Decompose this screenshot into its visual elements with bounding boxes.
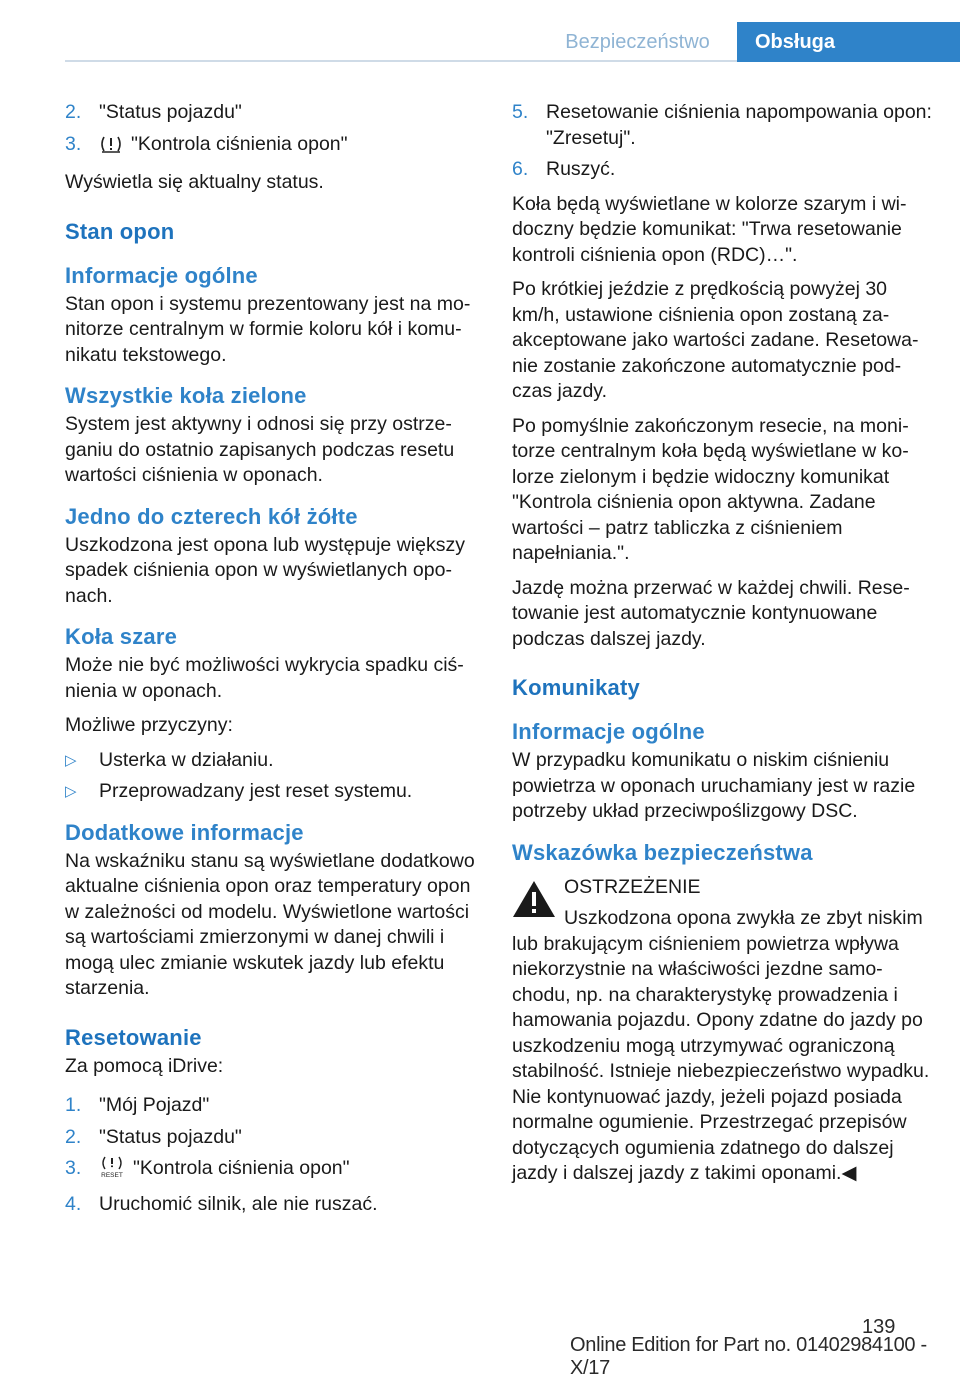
list-item bbox=[65, 1093, 480, 1119]
paragraph: Uszkodzona jest opona lub występuje większy spadek ciśnienia opon w wyświetlanych oponach. bbox=[65, 533, 465, 607]
warning-block bbox=[512, 875, 932, 1187]
heading-extra-info: Dodatkowe informacje bbox=[65, 819, 304, 845]
list-text: Resetowanie ciśnienia napompowania opon: "Zresetuj". bbox=[546, 101, 932, 149]
heading-gray: Koła szare bbox=[65, 624, 178, 649]
right-column bbox=[512, 100, 932, 1196]
reset-steps bbox=[65, 1093, 480, 1217]
list-number: 5. bbox=[512, 101, 529, 123]
paragraph: Może nie być możliwości wykrycia spadku ciśnienia w oponach. bbox=[65, 654, 464, 702]
list-text: "Kontrola ciśnienia opon" bbox=[131, 132, 348, 155]
heading-general-info: Informacje ogólne bbox=[65, 262, 258, 288]
paragraph: System jest aktywny i odnosi się przy ostrzeganiu do ostatnio zapisanych podczas resetu wartości ciśnienia w oponach. bbox=[65, 413, 455, 486]
top-list bbox=[65, 100, 480, 161]
paragraph: Stan opon i systemu prezentowany jest na monitorze centralnym w formie koloru kół i komunikatu tekstowego. bbox=[65, 292, 471, 366]
list-item bbox=[512, 157, 932, 183]
heading-tire-state: Stan opon bbox=[65, 218, 175, 244]
paragraph: Po krótkiej jeździe z prędkością powyżej 30 km/h, ustawione ciśnienia opon zostaną zaakceptowane jako wartości zadane. Resetowanie zostanie zakończone automatycznie podczas jazdy. bbox=[512, 278, 919, 402]
page-number: 139 bbox=[862, 1316, 896, 1338]
header-tab-operation[interactable] bbox=[737, 22, 960, 62]
list-text: "Kontrola ciśnienia opon" bbox=[133, 1157, 350, 1179]
causes-list bbox=[65, 748, 480, 805]
heading-reset: Resetowanie bbox=[65, 1024, 202, 1050]
list-item bbox=[65, 1156, 480, 1186]
header-tab-safety[interactable]: Bezpieczeństwo bbox=[565, 31, 710, 53]
list-number: 3. bbox=[65, 132, 82, 155]
warning-text: lub brakującym ciśnieniem powietrza wpływa niekorzystnie na właściwości jezdne samochodu, np. na charakterystykę prowadzenia i hamowania pojazdu. Opony zdatne do jazdy po uszkodzeniu mogą utrzymywać ograniczoną stabilność. Istnieje niebezpieczeństwo wypadku. Nie kontynuować jazdy, jeżeli pojazd posiada normalne ogumienie. Przestrzegać przepisów dotyczących ogumienia zdatnego do dalszej jazdy i dalszej jazdy z takimi oponami.◀ bbox=[512, 932, 930, 1184]
list-number: 2. bbox=[65, 101, 82, 123]
heading-yellow: Jedno do czterech kół żółte bbox=[65, 503, 358, 529]
list-text: "Status pojazdu" bbox=[99, 1125, 242, 1148]
paragraph: Za pomocą iDrive: bbox=[65, 1054, 224, 1077]
list-text: "Status pojazdu" bbox=[99, 101, 242, 123]
list-number: 2. bbox=[65, 1125, 82, 1148]
triangle-bullet-icon: ▷ bbox=[65, 751, 77, 769]
heading-all-green: Wszystkie koła zielone bbox=[65, 383, 307, 408]
warning-triangle-icon bbox=[512, 879, 556, 927]
svg-text:RESET: RESET bbox=[101, 1172, 123, 1178]
list-item bbox=[512, 100, 932, 151]
list-item bbox=[65, 100, 480, 126]
heading-messages: Komunikaty bbox=[512, 675, 640, 700]
list-item bbox=[65, 779, 480, 805]
left-column bbox=[65, 100, 480, 1226]
paragraph: Jazdę można przerwać w każdej chwili. Resetowanie jest automatycznie kontynuowane podczas dalszej jazdy. bbox=[512, 576, 910, 650]
list-number: 3. bbox=[65, 1157, 82, 1179]
paragraph: Po pomyślnie zakończonym resecie, na monitorze centralnym koła będą wyświetlane w kolorze zielonym i będzie widoczny komunikat "Kontrola ciśnienia opon aktywna. Zadane wartości – patrz tabliczka z ciśnieniem napełniania.". bbox=[512, 414, 909, 564]
paragraph: W przypadku komunikatu o niskim ciśnieniu powietrza w oponach uruchamiany jest w razie potrzeby układ przeciwpoślizgowy DSC. bbox=[512, 749, 916, 822]
list-number: 6. bbox=[512, 158, 529, 180]
list-number: 1. bbox=[65, 1094, 82, 1116]
tire-pressure-icon bbox=[99, 134, 123, 162]
paragraph: Na wskaźniku stanu są wyświetlane dodatkowo aktualne ciśnienia opon oraz temperatury opon w zależności od modelu. Wyświetlone wartości są wartościami zmierzonymi w danej chwili i mogą ulec zmianie wskutek jazdy lub efektu starzenia. bbox=[65, 849, 475, 999]
warning-title: OSTRZEŻENIE bbox=[564, 875, 701, 898]
list-text: Ruszyć. bbox=[546, 158, 616, 180]
heading-general-info: Informacje ogólne bbox=[512, 719, 705, 744]
paragraph: Koła będą wyświetlane w kolorze szarym i widoczny będzie komunikat: "Trwa resetowanie kontroli ciśnienia opon (RDC)…". bbox=[512, 192, 907, 266]
list-item bbox=[65, 748, 480, 774]
heading-safety-note: Wskazówka bezpieczeństwa bbox=[512, 839, 813, 865]
list-text: "Mój Pojazd" bbox=[99, 1094, 210, 1116]
tire-pressure-reset-icon bbox=[99, 1156, 125, 1186]
warning-lead: Uszkodzona opona zwykła ze zbyt niskim bbox=[564, 907, 923, 929]
list-item bbox=[65, 1125, 480, 1151]
list-text: Uruchomić silnik, ale nie ruszać. bbox=[99, 1192, 378, 1215]
list-text: Usterka w działaniu. bbox=[99, 748, 274, 771]
header-tab-operation-label: Obsługa bbox=[755, 31, 836, 53]
paragraph: Możliwe przyczyny: bbox=[65, 714, 233, 736]
triangle-bullet-icon: ▷ bbox=[65, 783, 77, 800]
status-text: Wyświetla się aktualny status. bbox=[65, 171, 324, 193]
list-number: 4. bbox=[65, 1192, 82, 1215]
list-text: Przeprowadzany jest reset systemu. bbox=[99, 780, 413, 802]
reset-steps-continued bbox=[512, 100, 932, 183]
list-item bbox=[65, 132, 480, 162]
footer-edition: Online Edition for Part no. 01402984100 - X/17 bbox=[570, 1334, 927, 1379]
list-item bbox=[65, 1192, 480, 1218]
